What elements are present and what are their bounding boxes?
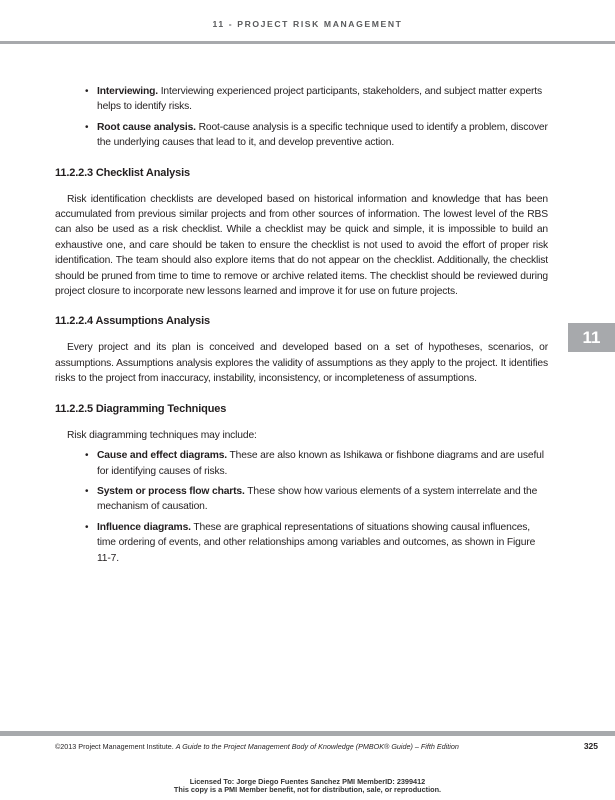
diagram-bullet-list [55,448,548,566]
bullet-icon: • [85,121,89,133]
section-body: Risk identification checklists are developed based on historical information and knowledge that has been accumulated from previous similar projects and from other sources of information. The lowest level of the RBS can also be used as a risk checklist. While a checklist may be quick and simple, it is impossible to build an exhaustive one, and care should be taken to ensure the checklist is not used to avoid the effort of proper risk identification. The team should also explore items that do not appear on the checklist. Additionally, the checklist should be pruned from time to time to remove or archive related items. The checklist should be reviewed during project closure to incorporate new lessons learned and improve it for use on future projects. [55,193,548,298]
list-item [55,484,548,515]
bullet-term: System or process flow charts. [97,485,245,497]
footer-book-title: A Guide to the Project Management Body of Knowledge (PMBOK® Guide) – Fifth Edition [175,742,459,751]
running-header: 11 - PROJECT RISK MANAGEMENT [212,19,403,29]
page-number: 325 [583,741,598,751]
footer-citation [55,742,459,751]
section-intro: Risk diagramming techniques may include: [67,429,257,441]
bullet-term: Cause and effect diagrams. [97,450,228,462]
page-content [55,84,548,571]
bullet-term: Influence diagrams. [97,521,191,533]
bullet-text: These show how various elements of a system interrelate and the mechanism of causation. [97,485,538,513]
section-heading: 11.2.2.3 Checklist Analysis [55,166,190,179]
header-divider [0,41,615,44]
bullet-text: These are also known as Ishikawa or fishbone diagrams and are useful for identifying causes of risks. [97,450,544,477]
license-line: This copy is a PMI Member benefit, not for distribution, sale, or reproduction. [173,785,442,795]
license-notice [0,778,615,795]
list-item [55,520,548,566]
bullet-text: These are graphical representations of situations showing causal influences, time ordering of events, and other relationships among variables and outcomes, as shown in Figure 11-7. [97,521,536,564]
bullet-term: Interviewing. [97,86,158,97]
section-heading: 11.2.2.4 Assumptions Analysis [55,315,211,328]
section-body: Every project and its plan is conceived and developed based on a set of hypotheses, scenarios, or assumptions. Assumptions analysis explores the validity of assumptions as they apply to the project. It identifies risks to the project from inaccuracy, instability, inconsistency, or incompleteness of assumptions. [55,342,548,385]
list-item [55,84,548,115]
intro-bullet-list [55,84,548,151]
section-heading: 11.2.2.5 Diagramming Techniques [55,402,227,415]
list-item [55,120,548,151]
list-item [55,448,548,479]
footer-divider [0,731,615,736]
bullet-icon: • [85,521,89,533]
chapter-tab: 11 [568,323,615,352]
bullet-icon: • [85,86,89,97]
bullet-text: Interviewing experienced project participants, stakeholders, and subject matter experts helps to identify risks. [97,86,543,113]
bullet-term: Root cause analysis. [97,121,196,133]
license-line: Licensed To: Jorge Diego Fuentes Sanchez PMI MemberID: 2399412 [189,777,426,786]
bullet-icon: • [85,450,89,462]
bullet-icon: • [85,485,89,497]
footer-copyright: ©2013 Project Management Institute. [55,742,176,751]
bullet-text: Root-cause analysis is a specific technique used to identify a problem, discover the underlying causes that lead to it, and develop preventive action. [97,121,548,149]
